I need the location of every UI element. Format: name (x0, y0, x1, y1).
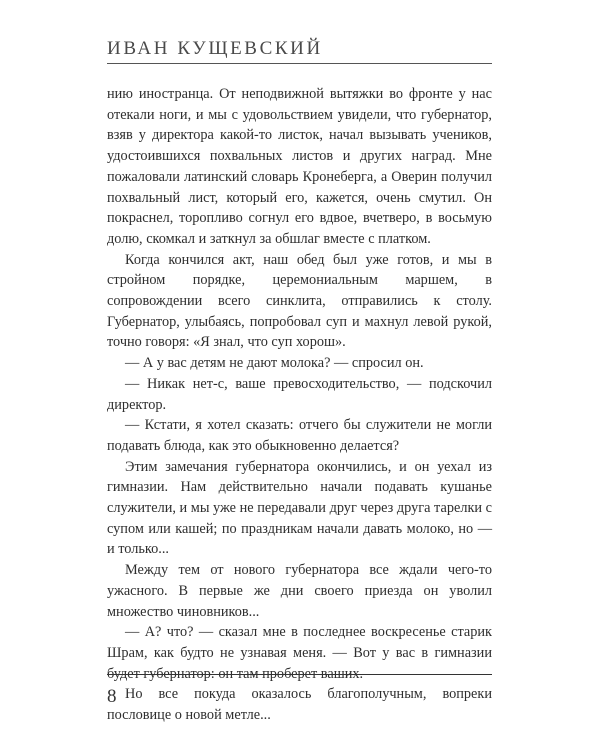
running-title: ИВАН КУЩЕВСКИЙ (107, 38, 323, 59)
paragraph: Но все покуда оказалось благополучным, вопреки пословице о новой метле... (107, 686, 492, 724)
header-rule (107, 63, 492, 64)
paragraph: Этим замечания губернатора окончились, и он уехал из гимназии. Нам действительно начали подавать кушанье служители, и мы уже не передавали друг через друга тарелки с супом или кашей; по праздникам начали давать молоко, но — и только... (107, 458, 492, 558)
footer-rule (107, 674, 492, 675)
paragraph: — А? что? — сказал мне в последнее воскресенье старик Шрам, как будто не узнавая меня. — Вот у вас в гимназии будет губернатор: он там проберет ваших. (107, 624, 492, 682)
paragraph: Между тем от нового губернатора все ждали чего-то ужасного. В первые же дни своего приезда он уволил множество чиновников... (107, 562, 492, 620)
body-text (107, 84, 492, 726)
page-number: 8 (107, 686, 117, 707)
paragraph: Когда кончился акт, наш обед был уже готов, и мы в стройном порядке, церемониальным маршем, в сопровождении всего синклита, отправились к столу. Губернатор, улыбаясь, попробовал суп и махнул левой рукой, точно говоря: «Я знал, что суп хорош». (107, 251, 492, 351)
paragraph: — А у вас детям не дают молока? — спросил он. (125, 355, 424, 372)
paragraph: нию иностранца. От неподвижной вытяжки во фронте у нас отекали ноги, и мы с удовольствием увидели, что губернатор, взяв у директора какой-то листок, начал вызывать учеников, удостоившихся похвальных листов и других наград. Мне пожаловали латинский словарь Кронеберга, а Оверин получил похвальный лист, который его, кажется, очень смутил. Он покраснел, торопливо согнул его вдвое, вчетверо, в восьмую долю, скомкал и заткнул за обшлаг вместе с платком. (107, 86, 492, 247)
paragraph: — Никак нет-с, ваше превосходительство, — подскочил директор. (107, 375, 492, 413)
paragraph: — Кстати, я хотел сказать: отчего бы служители не могли подавать блюда, как это обыкновенно делается? (107, 417, 492, 454)
